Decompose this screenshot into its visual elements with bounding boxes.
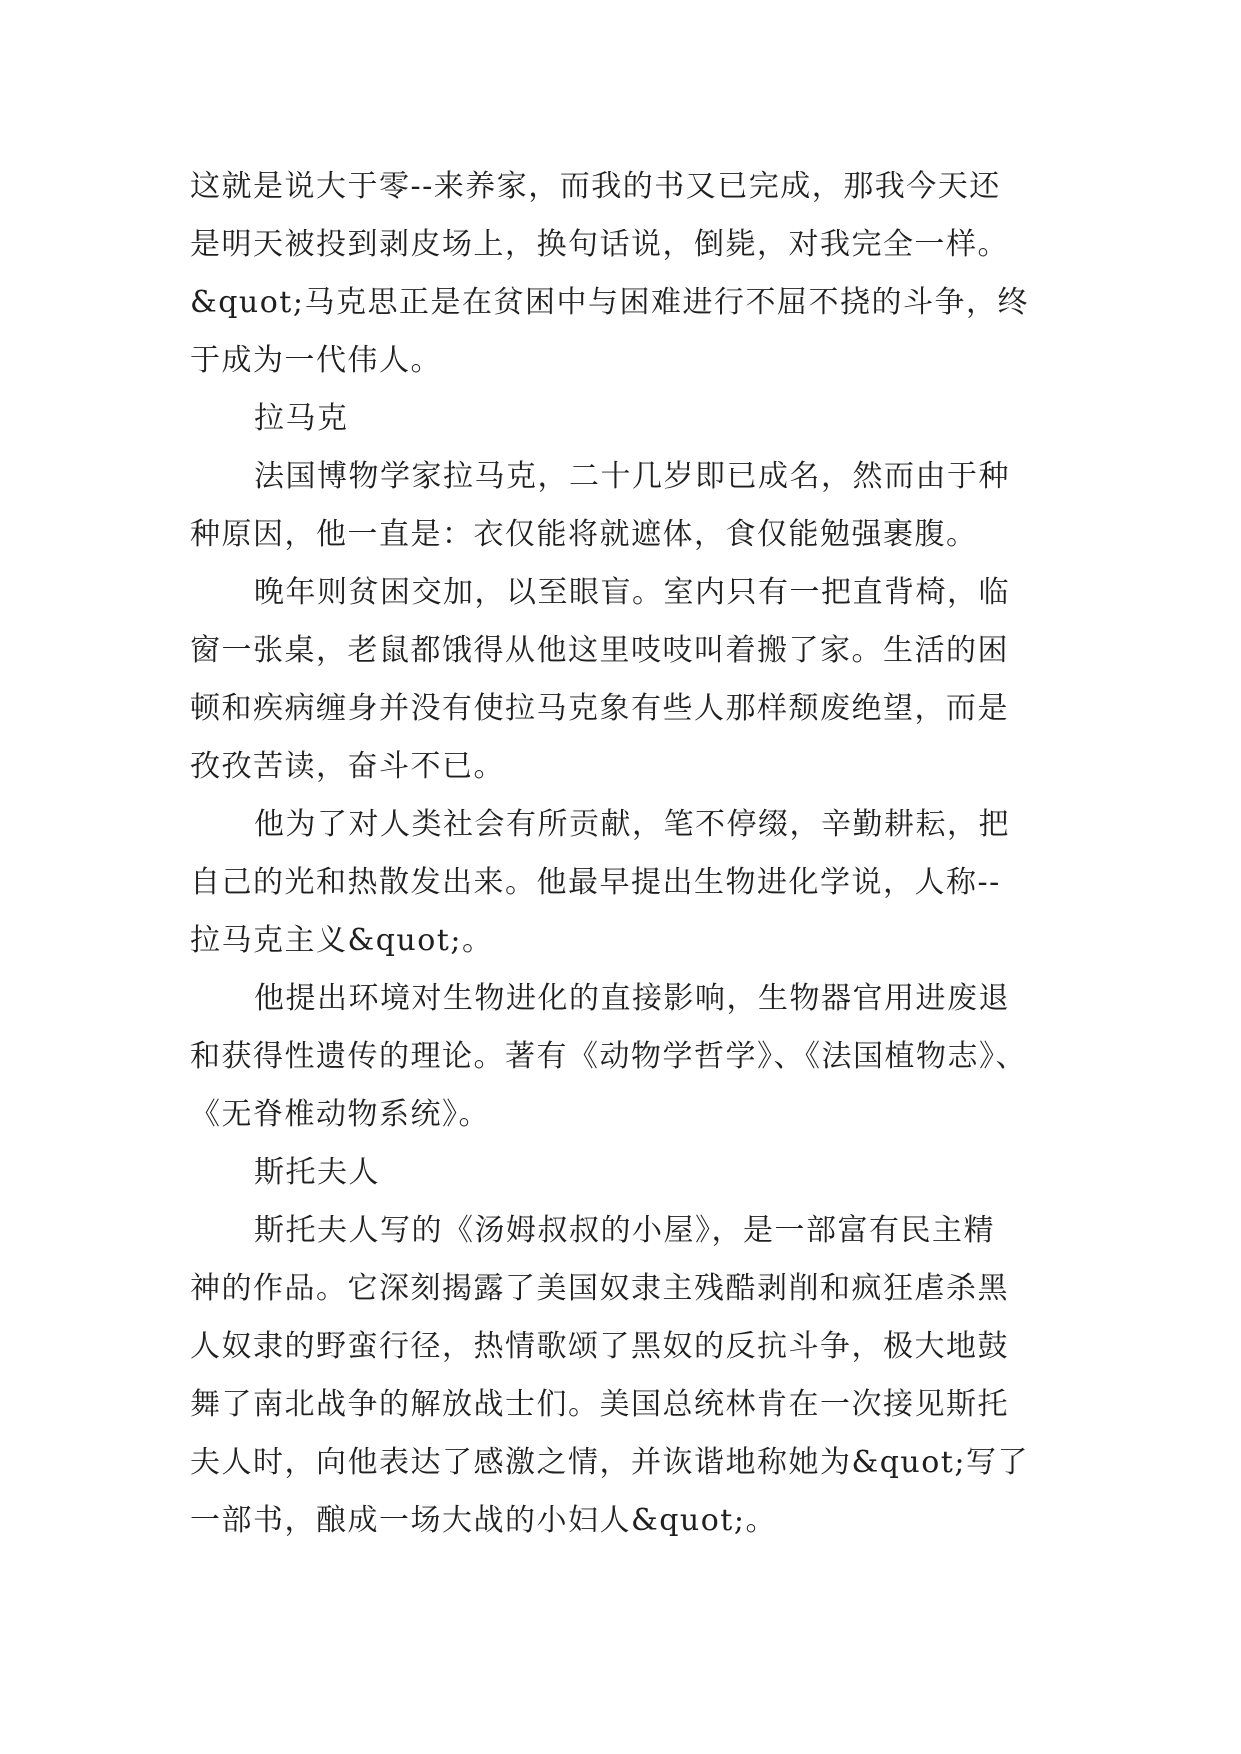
- text-line: 夫人时，向他表达了感激之情，并诙谐地称她为&quot;写了: [190, 1445, 1029, 1480]
- text-line: 法国博物学家拉马克，二十几岁即已成名，然而由于种: [254, 459, 1010, 494]
- text-line: 窗一张桌，老鼠都饿得从他这里吱吱叫着搬了家。生活的困: [190, 633, 1009, 668]
- section-heading: 斯托夫人: [254, 1155, 380, 1190]
- text-line: 一部书，酿成一场大战的小妇人&quot;。: [190, 1503, 777, 1538]
- text-line: 他为了对人类社会有所贡献，笔不停缀，辛勤耕耘，把: [254, 807, 1010, 842]
- text-line: &quot;马克思正是在贫困中与困难进行不屈不挠的斗争，终: [190, 285, 1029, 320]
- text-line: 于成为一代伟人。: [190, 343, 442, 378]
- text-line: 神的作品。它深刻揭露了美国奴隶主残酷剥削和疯狂虐杀黑: [190, 1271, 1009, 1306]
- text-line: 拉马克主义&quot;。: [190, 923, 494, 958]
- text-line: 舞了南北战争的解放战士们。美国总统林肯在一次接见斯托: [190, 1387, 1009, 1422]
- document-body: [190, 158, 1090, 1550]
- text-line: 自己的光和热散发出来。他最早提出生物进化学说，人称--: [190, 865, 1001, 900]
- section-heading: 拉马克: [254, 401, 349, 436]
- text-line: 这就是说大于零--来养家，而我的书又已完成，那我今天还: [190, 169, 1001, 204]
- text-line: 是明天被投到剥皮场上，换句话说，倒毙，对我完全一样。: [190, 227, 1009, 262]
- text-line: 人奴隶的野蛮行径，热情歌颂了黑奴的反抗斗争，极大地鼓: [190, 1329, 1009, 1364]
- text-line: 他提出环境对生物进化的直接影响，生物器官用进废退: [254, 981, 1010, 1016]
- text-line: 孜孜苦读，奋斗不已。: [190, 749, 505, 784]
- text-line: 晚年则贫困交加，以至眼盲。室内只有一把直背椅，临: [254, 575, 1010, 610]
- text-line: 种原因，他一直是：衣仅能将就遮体，食仅能勉强裹腹。: [190, 517, 978, 552]
- text-line: 《无脊椎动物系统》。: [190, 1097, 490, 1132]
- text-line: 斯托夫人写的《汤姆叔叔的小屋》，是一部富有民主精: [254, 1213, 995, 1248]
- text-line: 顿和疾病缠身并没有使拉马克象有些人那样颓废绝望，而是: [190, 691, 1009, 726]
- text-line: 和获得性遗传的理论。著有《动物学哲学》、《法国植物志》、: [190, 1039, 1027, 1074]
